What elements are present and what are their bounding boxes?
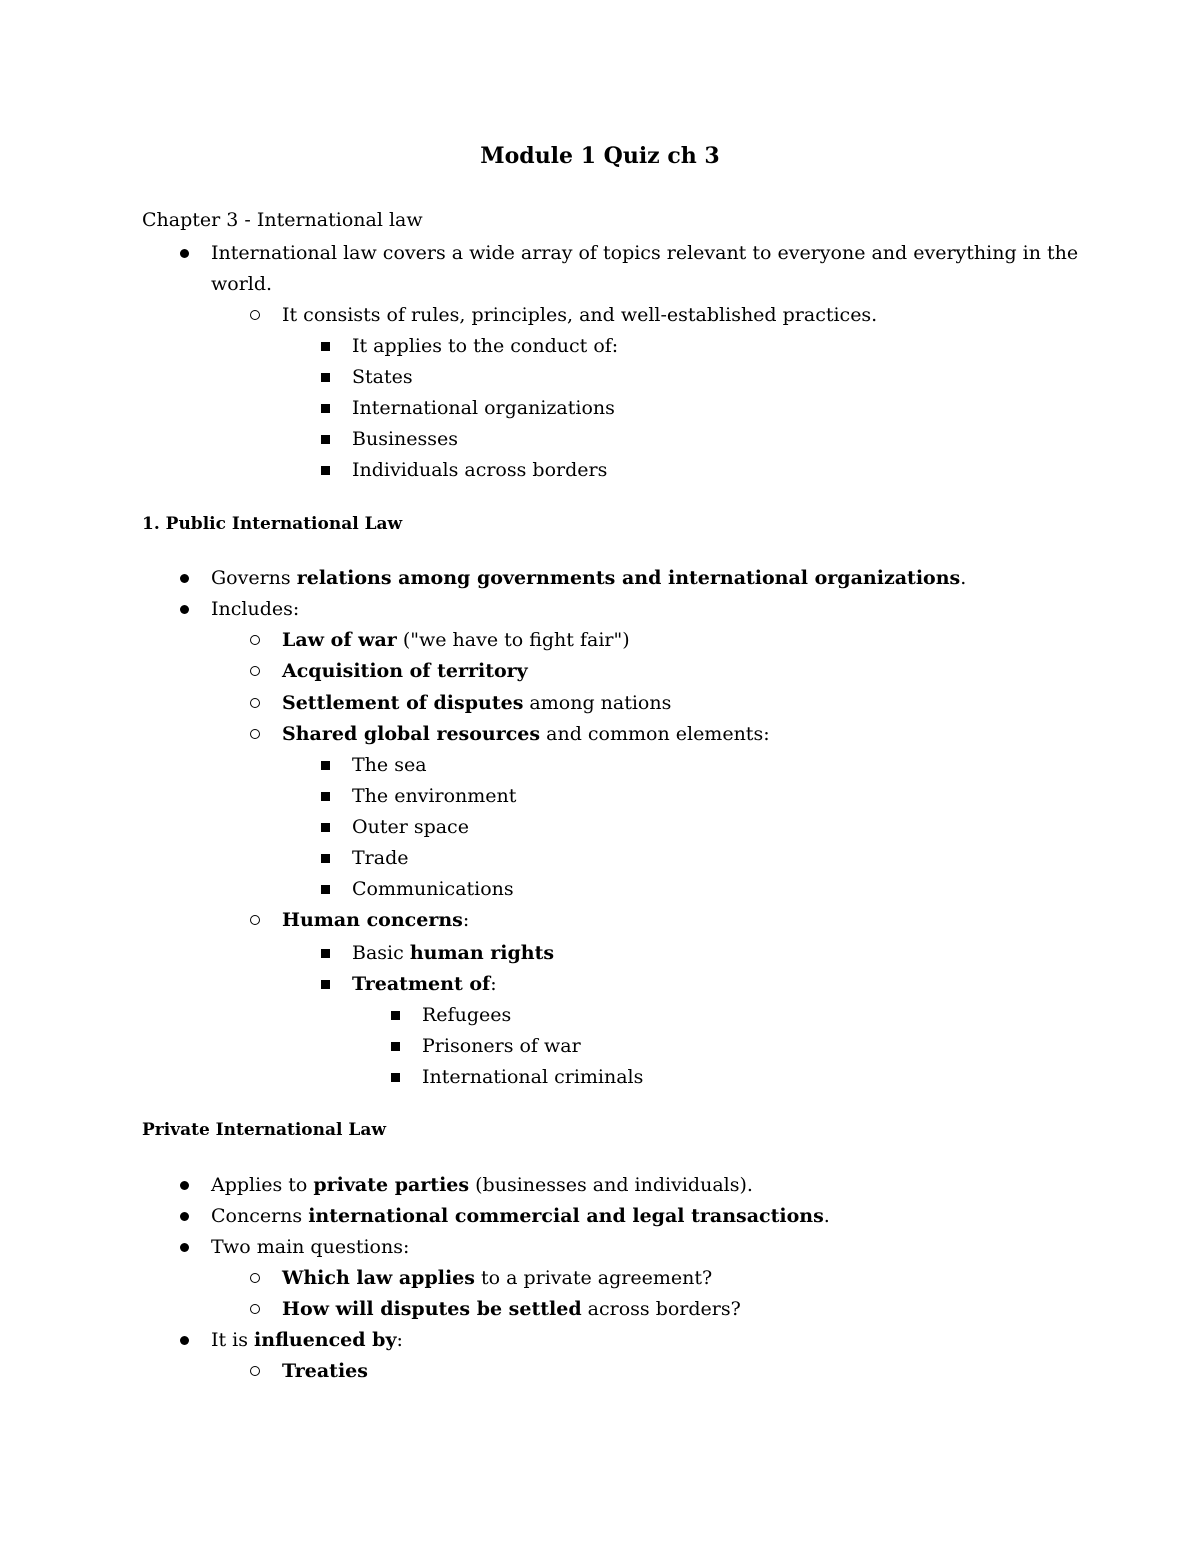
disc-bullet-icon	[174, 566, 194, 590]
circle-bullet-icon	[245, 722, 265, 746]
circle-bullet-icon	[245, 303, 265, 327]
circle-bullet-icon	[245, 628, 265, 652]
list-item: Which law applies to a private agreement?	[282, 1267, 713, 1289]
disc-bullet-icon	[174, 597, 194, 621]
square-bullet-icon	[315, 846, 335, 870]
list-item: Treaties	[282, 1360, 368, 1382]
list-item: It is influenced by:	[211, 1329, 403, 1351]
list-item: Businesses	[352, 428, 459, 450]
list-item: It applies to the conduct of:	[352, 335, 619, 357]
square-bullet-icon	[315, 334, 335, 358]
list-item: Concerns international commercial and legal transactions.	[211, 1205, 830, 1227]
square-bullet-icon	[315, 458, 335, 482]
square-bullet-icon	[315, 972, 335, 996]
list-item: International organizations	[352, 397, 615, 419]
list-item: International criminals	[422, 1066, 644, 1088]
square-bullet-icon	[315, 941, 335, 965]
square-bullet-icon	[385, 1003, 405, 1027]
disc-bullet-icon	[174, 1173, 194, 1197]
circle-bullet-icon	[245, 908, 265, 932]
list-item: Applies to private parties (businesses and individuals).	[211, 1174, 753, 1196]
list-item: The environment	[352, 785, 517, 807]
circle-bullet-icon	[245, 1266, 265, 1290]
list-item: Human concerns:	[282, 909, 470, 931]
page-title: Module 1 Quiz ch 3	[480, 143, 720, 169]
circle-bullet-icon	[245, 1359, 265, 1383]
list-item: Two main questions:	[211, 1236, 410, 1258]
list-item: Acquisition of territory	[282, 660, 528, 682]
section-heading-private: Private International Law	[142, 1120, 386, 1140]
list-item: Communications	[352, 878, 514, 900]
list-item: Governs relations among governments and international organizations.	[211, 567, 967, 589]
circle-bullet-icon	[245, 1297, 265, 1321]
list-item: Refugees	[422, 1004, 512, 1026]
square-bullet-icon	[315, 877, 335, 901]
chapter-heading: Chapter 3 - International law	[142, 209, 423, 231]
square-bullet-icon	[315, 753, 335, 777]
square-bullet-icon	[315, 815, 335, 839]
list-item: Individuals across borders	[352, 459, 608, 481]
list-item: How will disputes be settled across borders?	[282, 1298, 741, 1320]
list-item: Outer space	[352, 816, 469, 838]
list-item: Law of war ("we have to fight fair")	[282, 629, 630, 651]
list-item: Trade	[352, 847, 409, 869]
circle-bullet-icon	[245, 659, 265, 683]
square-bullet-icon	[315, 396, 335, 420]
disc-bullet-icon	[174, 1235, 194, 1259]
list-item: It consists of rules, principles, and well-established practices.	[282, 304, 878, 326]
square-bullet-icon	[385, 1065, 405, 1089]
intro-paragraph-line2: world.	[211, 273, 273, 295]
list-item: States	[352, 366, 413, 388]
list-item: Shared global resources and common elements:	[282, 723, 770, 745]
disc-bullet-icon	[174, 241, 194, 265]
square-bullet-icon	[315, 365, 335, 389]
list-item: Treatment of:	[352, 973, 497, 995]
list-item: Basic human rights	[352, 942, 555, 964]
square-bullet-icon	[315, 784, 335, 808]
disc-bullet-icon	[174, 1328, 194, 1352]
intro-paragraph-line1: International law covers a wide array of topics relevant to everyone and everything in the	[211, 242, 1079, 264]
list-item: Prisoners of war	[422, 1035, 581, 1057]
list-item: The sea	[352, 754, 427, 776]
disc-bullet-icon	[174, 1204, 194, 1228]
section-heading-public: 1. Public International Law	[142, 514, 403, 534]
list-item: Includes:	[211, 598, 300, 620]
square-bullet-icon	[315, 427, 335, 451]
circle-bullet-icon	[245, 691, 265, 715]
square-bullet-icon	[385, 1034, 405, 1058]
list-item: Settlement of disputes among nations	[282, 692, 672, 714]
